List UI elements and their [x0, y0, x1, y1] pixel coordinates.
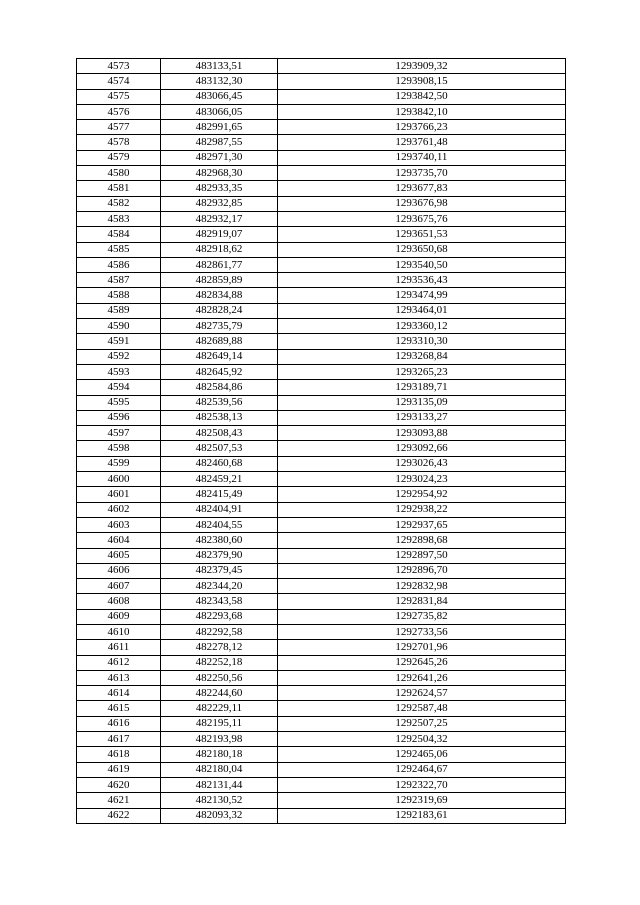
table-row [77, 777, 566, 792]
point-number-cell: 4579 [77, 150, 161, 165]
point-number-cell: 4581 [77, 181, 161, 196]
x-coordinate-cell: 482250,56 [161, 670, 278, 685]
point-number-cell: 4606 [77, 563, 161, 578]
table-row [77, 74, 566, 89]
point-number-cell: 4620 [77, 777, 161, 792]
table-row [77, 655, 566, 670]
x-coordinate-cell: 482987,55 [161, 135, 278, 150]
table-row [77, 166, 566, 181]
x-coordinate-cell: 482244,60 [161, 686, 278, 701]
x-coordinate-cell: 482379,45 [161, 563, 278, 578]
table-row [77, 762, 566, 777]
point-number-cell: 4596 [77, 410, 161, 425]
point-number-cell: 4616 [77, 716, 161, 731]
x-coordinate-cell: 483133,51 [161, 59, 278, 74]
x-coordinate-cell: 482278,12 [161, 640, 278, 655]
point-number-cell: 4614 [77, 686, 161, 701]
x-coordinate-cell: 482131,44 [161, 777, 278, 792]
y-coordinate-cell: 1293676,98 [278, 196, 566, 211]
y-coordinate-cell: 1292832,98 [278, 579, 566, 594]
x-coordinate-cell: 482507,53 [161, 441, 278, 456]
x-coordinate-cell: 482861,77 [161, 257, 278, 272]
table-row [77, 441, 566, 456]
point-number-cell: 4601 [77, 487, 161, 502]
x-coordinate-cell: 482649,14 [161, 349, 278, 364]
point-number-cell: 4609 [77, 609, 161, 624]
x-coordinate-cell: 482193,98 [161, 732, 278, 747]
point-number-cell: 4615 [77, 701, 161, 716]
y-coordinate-cell: 1292322,70 [278, 777, 566, 792]
table-row [77, 104, 566, 119]
x-coordinate-cell: 482344,20 [161, 579, 278, 594]
point-number-cell: 4576 [77, 104, 161, 119]
coordinates-table-body [77, 59, 566, 824]
y-coordinate-cell: 1293651,53 [278, 227, 566, 242]
x-coordinate-cell: 482834,88 [161, 288, 278, 303]
point-number-cell: 4594 [77, 380, 161, 395]
table-row [77, 548, 566, 563]
x-coordinate-cell: 482918,62 [161, 242, 278, 257]
point-number-cell: 4610 [77, 624, 161, 639]
point-number-cell: 4597 [77, 426, 161, 441]
point-number-cell: 4605 [77, 548, 161, 563]
y-coordinate-cell: 1292938,22 [278, 502, 566, 517]
point-number-cell: 4604 [77, 533, 161, 548]
y-coordinate-cell: 1293474,99 [278, 288, 566, 303]
x-coordinate-cell: 482508,43 [161, 426, 278, 441]
y-coordinate-cell: 1293268,84 [278, 349, 566, 364]
y-coordinate-cell: 1292831,84 [278, 594, 566, 609]
x-coordinate-cell: 482933,35 [161, 181, 278, 196]
coordinates-table [76, 58, 566, 824]
table-row [77, 808, 566, 823]
y-coordinate-cell: 1292954,92 [278, 487, 566, 502]
table-row [77, 349, 566, 364]
point-number-cell: 4602 [77, 502, 161, 517]
x-coordinate-cell: 482415,49 [161, 487, 278, 502]
y-coordinate-cell: 1293464,01 [278, 303, 566, 318]
x-coordinate-cell: 482460,68 [161, 456, 278, 471]
point-number-cell: 4613 [77, 670, 161, 685]
point-number-cell: 4584 [77, 227, 161, 242]
x-coordinate-cell: 482293,68 [161, 609, 278, 624]
point-number-cell: 4585 [77, 242, 161, 257]
y-coordinate-cell: 1293908,15 [278, 74, 566, 89]
y-coordinate-cell: 1292897,50 [278, 548, 566, 563]
point-number-cell: 4578 [77, 135, 161, 150]
point-number-cell: 4593 [77, 364, 161, 379]
point-number-cell: 4592 [77, 349, 161, 364]
table-row [77, 196, 566, 211]
y-coordinate-cell: 1293135,09 [278, 395, 566, 410]
y-coordinate-cell: 1292645,26 [278, 655, 566, 670]
y-coordinate-cell: 1293740,11 [278, 150, 566, 165]
point-number-cell: 4589 [77, 303, 161, 318]
x-coordinate-cell: 482093,32 [161, 808, 278, 823]
table-row [77, 747, 566, 762]
point-number-cell: 4590 [77, 319, 161, 334]
y-coordinate-cell: 1292587,48 [278, 701, 566, 716]
point-number-cell: 4580 [77, 166, 161, 181]
x-coordinate-cell: 482828,24 [161, 303, 278, 318]
y-coordinate-cell: 1293675,76 [278, 211, 566, 226]
x-coordinate-cell: 482292,58 [161, 624, 278, 639]
table-row [77, 517, 566, 532]
table-row [77, 594, 566, 609]
table-row [77, 456, 566, 471]
y-coordinate-cell: 1293677,83 [278, 181, 566, 196]
x-coordinate-cell: 483066,45 [161, 89, 278, 104]
y-coordinate-cell: 1292896,70 [278, 563, 566, 578]
x-coordinate-cell: 482735,79 [161, 319, 278, 334]
table-row [77, 502, 566, 517]
x-coordinate-cell: 482459,21 [161, 472, 278, 487]
table-row [77, 364, 566, 379]
point-number-cell: 4595 [77, 395, 161, 410]
y-coordinate-cell: 1292507,25 [278, 716, 566, 731]
x-coordinate-cell: 482130,52 [161, 793, 278, 808]
y-coordinate-cell: 1293360,12 [278, 319, 566, 334]
point-number-cell: 4591 [77, 334, 161, 349]
x-coordinate-cell: 482229,11 [161, 701, 278, 716]
y-coordinate-cell: 1293842,50 [278, 89, 566, 104]
table-row [77, 793, 566, 808]
y-coordinate-cell: 1292624,57 [278, 686, 566, 701]
x-coordinate-cell: 482404,55 [161, 517, 278, 532]
point-number-cell: 4619 [77, 762, 161, 777]
table-row [77, 59, 566, 74]
point-number-cell: 4574 [77, 74, 161, 89]
point-number-cell: 4603 [77, 517, 161, 532]
point-number-cell: 4608 [77, 594, 161, 609]
y-coordinate-cell: 1292464,67 [278, 762, 566, 777]
table-row [77, 732, 566, 747]
table-row [77, 701, 566, 716]
table-row [77, 380, 566, 395]
y-coordinate-cell: 1293766,23 [278, 120, 566, 135]
y-coordinate-cell: 1292937,65 [278, 517, 566, 532]
point-number-cell: 4611 [77, 640, 161, 655]
y-coordinate-cell: 1292641,26 [278, 670, 566, 685]
point-number-cell: 4617 [77, 732, 161, 747]
point-number-cell: 4607 [77, 579, 161, 594]
table-row [77, 640, 566, 655]
y-coordinate-cell: 1293026,43 [278, 456, 566, 471]
x-coordinate-cell: 483132,30 [161, 74, 278, 89]
point-number-cell: 4612 [77, 655, 161, 670]
table-row [77, 563, 566, 578]
x-coordinate-cell: 483066,05 [161, 104, 278, 119]
y-coordinate-cell: 1293540,50 [278, 257, 566, 272]
table-row [77, 395, 566, 410]
y-coordinate-cell: 1293761,48 [278, 135, 566, 150]
x-coordinate-cell: 482689,88 [161, 334, 278, 349]
y-coordinate-cell: 1293909,32 [278, 59, 566, 74]
x-coordinate-cell: 482539,56 [161, 395, 278, 410]
y-coordinate-cell: 1293735,70 [278, 166, 566, 181]
y-coordinate-cell: 1292319,69 [278, 793, 566, 808]
point-number-cell: 4598 [77, 441, 161, 456]
table-row [77, 533, 566, 548]
table-row [77, 624, 566, 639]
y-coordinate-cell: 1293842,10 [278, 104, 566, 119]
x-coordinate-cell: 482584,86 [161, 380, 278, 395]
table-row [77, 242, 566, 257]
y-coordinate-cell: 1293189,71 [278, 380, 566, 395]
table-row [77, 319, 566, 334]
y-coordinate-cell: 1293650,68 [278, 242, 566, 257]
table-row [77, 686, 566, 701]
point-number-cell: 4587 [77, 273, 161, 288]
x-coordinate-cell: 482380,60 [161, 533, 278, 548]
x-coordinate-cell: 482859,89 [161, 273, 278, 288]
table-row [77, 472, 566, 487]
y-coordinate-cell: 1293092,66 [278, 441, 566, 456]
y-coordinate-cell: 1292504,32 [278, 732, 566, 747]
x-coordinate-cell: 482968,30 [161, 166, 278, 181]
table-row [77, 334, 566, 349]
x-coordinate-cell: 482538,13 [161, 410, 278, 425]
point-number-cell: 4583 [77, 211, 161, 226]
y-coordinate-cell: 1293093,88 [278, 426, 566, 441]
table-row [77, 89, 566, 104]
point-number-cell: 4600 [77, 472, 161, 487]
x-coordinate-cell: 482343,58 [161, 594, 278, 609]
table-row [77, 135, 566, 150]
table-row [77, 257, 566, 272]
x-coordinate-cell: 482932,17 [161, 211, 278, 226]
table-row [77, 150, 566, 165]
point-number-cell: 4618 [77, 747, 161, 762]
x-coordinate-cell: 482195,11 [161, 716, 278, 731]
table-row [77, 288, 566, 303]
table-row [77, 120, 566, 135]
x-coordinate-cell: 482404,91 [161, 502, 278, 517]
point-number-cell: 4586 [77, 257, 161, 272]
table-row [77, 181, 566, 196]
x-coordinate-cell: 482379,90 [161, 548, 278, 563]
y-coordinate-cell: 1293024,23 [278, 472, 566, 487]
table-row [77, 487, 566, 502]
x-coordinate-cell: 482180,18 [161, 747, 278, 762]
table-row [77, 273, 566, 288]
x-coordinate-cell: 482932,85 [161, 196, 278, 211]
table-row [77, 670, 566, 685]
y-coordinate-cell: 1293133,27 [278, 410, 566, 425]
y-coordinate-cell: 1292733,56 [278, 624, 566, 639]
y-coordinate-cell: 1292898,68 [278, 533, 566, 548]
y-coordinate-cell: 1292183,61 [278, 808, 566, 823]
table-row [77, 211, 566, 226]
point-number-cell: 4622 [77, 808, 161, 823]
y-coordinate-cell: 1292735,82 [278, 609, 566, 624]
y-coordinate-cell: 1292465,06 [278, 747, 566, 762]
point-number-cell: 4588 [77, 288, 161, 303]
table-row [77, 609, 566, 624]
point-number-cell: 4621 [77, 793, 161, 808]
y-coordinate-cell: 1293265,23 [278, 364, 566, 379]
table-row [77, 227, 566, 242]
x-coordinate-cell: 482180,04 [161, 762, 278, 777]
table-row [77, 426, 566, 441]
y-coordinate-cell: 1293536,43 [278, 273, 566, 288]
y-coordinate-cell: 1292701,96 [278, 640, 566, 655]
point-number-cell: 4577 [77, 120, 161, 135]
point-number-cell: 4575 [77, 89, 161, 104]
table-row [77, 716, 566, 731]
point-number-cell: 4582 [77, 196, 161, 211]
x-coordinate-cell: 482645,92 [161, 364, 278, 379]
table-row [77, 303, 566, 318]
table-row [77, 410, 566, 425]
x-coordinate-cell: 482919,07 [161, 227, 278, 242]
y-coordinate-cell: 1293310,30 [278, 334, 566, 349]
point-number-cell: 4599 [77, 456, 161, 471]
x-coordinate-cell: 482252,18 [161, 655, 278, 670]
table-row [77, 579, 566, 594]
point-number-cell: 4573 [77, 59, 161, 74]
x-coordinate-cell: 482991,65 [161, 120, 278, 135]
x-coordinate-cell: 482971,30 [161, 150, 278, 165]
